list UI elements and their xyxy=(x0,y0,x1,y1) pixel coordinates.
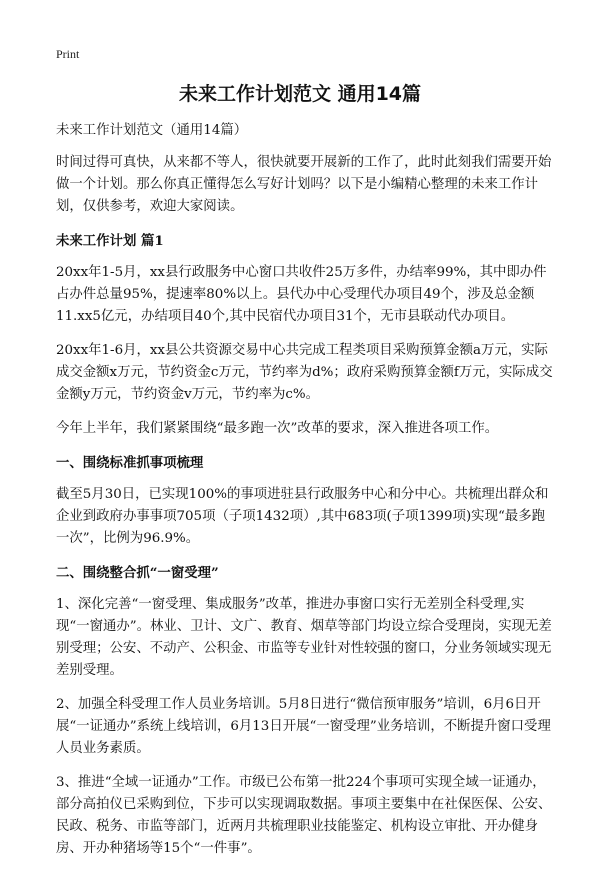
document-body xyxy=(56,120,556,872)
subsection-heading: 二、围绕整合抓“一窗受理” xyxy=(56,565,219,581)
intro-paragraph: 时间过得可真快，从来都不等人，很快就要开展新的工作了，此时此刻我们需要开始做一个计划。那么你真正懂得怎么写好计划吗？以下是小编精心整理的未来工作计划，仅供参考，欢迎大家阅读。 xyxy=(56,155,552,214)
paragraph: 今年上半年，我们紧紧围绕“最多跑一次”改革的要求，深入推进各项工作。 xyxy=(56,421,499,436)
page-title: 未来工作计划范文 通用14篇 xyxy=(178,83,422,105)
paragraph: 截至5月30日，已实现100%的事项进驻县行政服务中心和分中心。共梳理出群众和企业到政府办事事项705项（子项1432项）,其中683项(子项1399项)实现“最多跑一次”，比例为96.9%。 xyxy=(56,487,549,546)
paragraph: 20xx年1-5月，xx县行政服务中心窗口共收件25万多件，办结率99%，其中即办件占办件总量95%，提速率80%以上。县代办中心受理代办项目49个，涉及总金额11.xx5亿元，办结项目40个,其中民宿代办项目31个，无市县联动代办项目。 xyxy=(56,265,547,324)
section-heading: 未来工作计划 篇1 xyxy=(56,233,164,249)
list-item: 1、深化完善“一窗受理、集成服务”改革，推进办事窗口实行无差别全科受理,实现“一窗通办”。林业、卫计、文广、教育、烟草等部门均设立综合受理岗，实现无差别受理；公安、不动产、公积金、市监等专业针对性较强的窗口，分业务领域实现无差别受理。 xyxy=(56,597,552,678)
paragraph: 20xx年1-6月，xx县公共资源交易中心共完成工程类项目采购预算金额a万元，实际成交金额x万元，节约资金c万元，节约率为d%；政府采购预算金额f万元，实际成交金额y万元，节约资金v万元，节约率为c%。 xyxy=(56,343,553,402)
print-label[interactable]: Print xyxy=(56,47,80,61)
list-item: 2、加强全科受理工作人员业务培训。5月8日进行“微信预审服务”培训，6月6日开展“一证通办”系统上线培训，6月13日开展“一窗受理”业务培训，不断提升窗口受理人员业务素质。 xyxy=(56,697,551,756)
list-item: 3、推进“全域一证通办”工作。市级已公布第一批224个事项可实现全域一证通办，部分高拍仪已采购到位，下步可以实现调取数据。事项主要集中在社保医保、公安、民政、税务、市监等部门，近两月共梳理职业技能鉴定、机构设立审批、开办健身房、开办种猪场等15个“一件事”。 xyxy=(56,775,552,856)
subsection-heading: 一、围绕标准抓事项梳理 xyxy=(56,455,204,471)
document-subtitle: 未来工作计划范文（通用14篇） xyxy=(56,123,248,138)
